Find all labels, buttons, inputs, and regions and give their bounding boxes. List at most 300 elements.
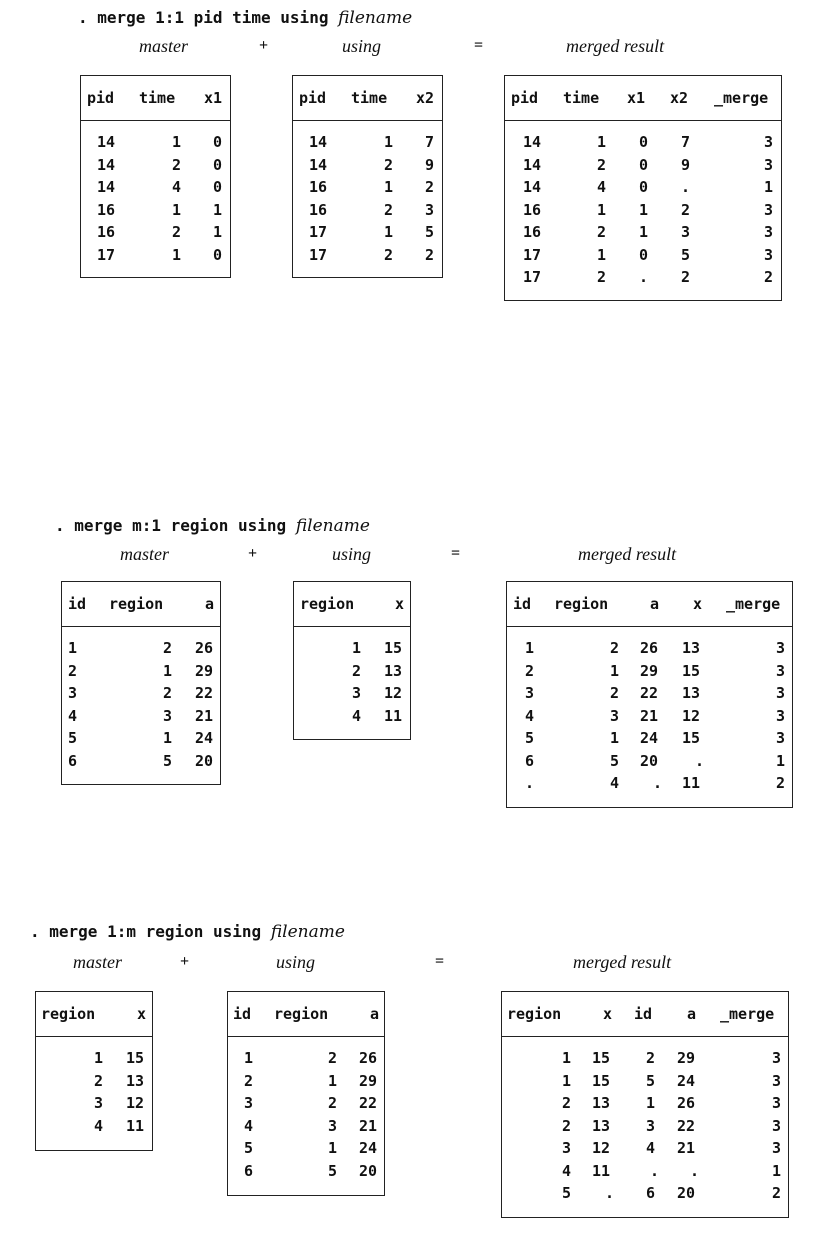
table-cell: 2 <box>352 661 362 680</box>
command-text: . merge 1:m region using <box>30 922 271 941</box>
table-cell: 4 <box>244 1116 254 1135</box>
column-header: _merge <box>720 1005 775 1023</box>
table-cell: 0 <box>213 133 223 151</box>
table-cell: 0 <box>639 178 649 196</box>
table-row <box>505 266 781 289</box>
table-cell: 26 <box>677 1094 696 1112</box>
table-cell: 15 <box>384 639 403 657</box>
table-row <box>228 1115 384 1138</box>
table-cell: 3 <box>772 1071 782 1090</box>
table-cell: 11 <box>384 706 403 725</box>
table-cell: 5 <box>425 223 435 241</box>
table-cell: 20 <box>640 751 659 770</box>
table-row <box>505 199 781 222</box>
table-cell: 3 <box>772 1049 782 1067</box>
table-cell: 3 <box>772 1094 782 1112</box>
column-header: id <box>634 1005 653 1023</box>
table-cell: . <box>695 751 705 770</box>
table-cell: 17 <box>97 245 116 264</box>
table-row <box>502 1137 788 1160</box>
table-cell: 14 <box>97 133 116 151</box>
table-cell: 1 <box>163 661 173 680</box>
table-cell: . <box>639 268 649 286</box>
plus-sign: + <box>248 545 258 562</box>
table-cell: 6 <box>525 751 535 770</box>
merged-result-label: merged result <box>578 544 677 564</box>
table-row <box>502 1092 788 1115</box>
table-cell: 15 <box>682 661 701 680</box>
table-cell: 1 <box>610 729 620 747</box>
table-cell: 1 <box>172 200 182 219</box>
table-cell: 1 <box>328 1071 338 1090</box>
merge-command-1 <box>78 8 412 28</box>
column-header: pid <box>87 89 115 107</box>
table-cell: 13 <box>126 1071 145 1090</box>
equals-sign: = <box>451 545 461 562</box>
table-cell: . <box>653 774 663 792</box>
table-cell: 14 <box>523 155 542 174</box>
column-header: id <box>68 595 87 613</box>
table-row <box>507 637 792 660</box>
table-cell: 24 <box>359 1139 378 1157</box>
table-cell: 5 <box>68 729 78 747</box>
using-label: using <box>332 544 372 564</box>
table-row <box>294 705 410 728</box>
using-table <box>292 75 443 278</box>
table-cell: 2 <box>597 268 607 286</box>
table-cell: 15 <box>592 1071 611 1090</box>
table-cell: 4 <box>172 178 182 196</box>
table-cell: 11 <box>682 774 701 792</box>
table-cell: 15 <box>592 1049 611 1067</box>
table-row <box>507 660 792 683</box>
table-cell: 5 <box>681 245 691 264</box>
table-cell: 3 <box>772 1116 782 1135</box>
table-cell: 24 <box>195 729 214 747</box>
table-cell: . <box>650 1161 660 1180</box>
table-cell: 1 <box>776 751 786 770</box>
table-row <box>294 637 410 660</box>
table-row <box>36 1115 152 1138</box>
master-label: master <box>73 952 122 972</box>
table-cell: 13 <box>682 639 701 657</box>
table-row <box>62 750 220 773</box>
table-row <box>228 1160 384 1183</box>
column-header: a <box>205 595 215 613</box>
table-cell: 22 <box>677 1116 696 1135</box>
column-header: x1 <box>627 89 646 107</box>
column-header: x2 <box>670 89 689 107</box>
table-cell: 13 <box>384 661 403 680</box>
table-cell: 1 <box>163 729 173 747</box>
table-cell: 13 <box>592 1116 611 1135</box>
table-cell: 2 <box>425 178 435 196</box>
table-cell: 0 <box>213 178 223 196</box>
table-cell: 3 <box>764 133 774 151</box>
column-header: x <box>693 595 703 613</box>
table-cell: 17 <box>523 245 542 264</box>
master-table <box>61 581 221 785</box>
table-row <box>507 772 792 795</box>
table-cell: 3 <box>776 706 786 725</box>
column-header: x1 <box>204 89 223 107</box>
table-cell: 21 <box>195 706 214 725</box>
table-cell: 29 <box>677 1049 696 1067</box>
column-header: id <box>233 1005 252 1023</box>
table-cell: 22 <box>359 1094 378 1112</box>
table-cell: 1 <box>244 1049 254 1067</box>
command-filename: filename <box>338 8 413 28</box>
table-cell: 3 <box>764 155 774 174</box>
table-row <box>293 199 442 222</box>
table-cell: 5 <box>610 751 620 770</box>
command-text: . merge 1:1 pid time using <box>78 8 339 27</box>
table-cell: 1 <box>639 200 649 219</box>
column-header: region <box>507 1005 562 1023</box>
master-label: master <box>120 544 169 564</box>
table-cell: 3 <box>776 729 786 747</box>
column-header: region <box>41 1005 96 1023</box>
table-cell: 9 <box>681 155 691 174</box>
table-row <box>228 1047 384 1070</box>
table-cell: 1 <box>384 133 394 151</box>
table-cell: 2 <box>328 1049 338 1067</box>
table-cell: 1 <box>597 245 607 264</box>
equals-sign: = <box>474 37 484 54</box>
table-cell: 17 <box>523 268 542 286</box>
table-row <box>502 1182 788 1205</box>
table-cell: 24 <box>677 1071 696 1090</box>
table-cell: 13 <box>592 1094 611 1112</box>
column-header: pid <box>299 89 327 107</box>
table-cell: 2 <box>425 245 435 264</box>
table-cell: 2 <box>68 661 78 680</box>
table-row <box>228 1092 384 1115</box>
table-row <box>502 1115 788 1138</box>
table-cell: 1 <box>562 1071 572 1090</box>
master-table <box>80 75 231 278</box>
table-cell: 2 <box>681 268 691 286</box>
table-cell: 1 <box>639 223 649 241</box>
table-cell: 17 <box>309 245 328 264</box>
table-row <box>293 221 442 244</box>
table-row <box>36 1047 152 1070</box>
table-cell: 20 <box>677 1184 696 1202</box>
table-cell: 3 <box>425 200 435 219</box>
table-cell: 2 <box>384 245 394 264</box>
table-cell: 2 <box>163 639 173 657</box>
column-header: time <box>563 89 600 107</box>
table-cell: 22 <box>640 684 659 702</box>
master-label: master <box>139 36 188 56</box>
table-cell: 3 <box>776 639 786 657</box>
table-cell: 14 <box>523 133 542 151</box>
table-cell: 12 <box>592 1139 611 1157</box>
table-cell: 2 <box>525 661 535 680</box>
merged-result-table <box>501 991 789 1218</box>
table-cell: 3 <box>94 1094 104 1112</box>
merge-command-2 <box>55 516 370 536</box>
table-cell: 2 <box>681 200 691 219</box>
table-cell: 11 <box>126 1116 145 1135</box>
table-cell: 1 <box>562 1049 572 1067</box>
table-row <box>502 1047 788 1070</box>
column-header: region <box>554 595 609 613</box>
table-cell: 4 <box>610 774 620 792</box>
table-cell: 1 <box>172 133 182 151</box>
table-cell: . <box>525 774 535 792</box>
table-cell: 26 <box>640 639 659 657</box>
table-cell: 29 <box>195 661 214 680</box>
table-cell: 2 <box>384 200 394 219</box>
table-cell: 4 <box>525 706 535 725</box>
merge-command-3 <box>30 922 345 942</box>
table-cell: 4 <box>68 706 78 725</box>
table-cell: 4 <box>597 178 607 196</box>
column-header: id <box>513 595 532 613</box>
plus-sign: + <box>180 953 190 970</box>
table-cell: 14 <box>309 133 328 151</box>
table-cell: 21 <box>677 1139 696 1157</box>
table-cell: 3 <box>764 200 774 219</box>
table-cell: 2 <box>94 1071 104 1090</box>
table-cell: 1 <box>525 639 535 657</box>
merged-result-label: merged result <box>566 36 665 56</box>
command-filename: filename <box>270 922 345 942</box>
table-cell: 6 <box>646 1184 656 1202</box>
column-header: x2 <box>416 89 435 107</box>
column-header: region <box>109 595 164 613</box>
table-cell: 3 <box>772 1139 782 1157</box>
plus-sign: + <box>259 37 269 54</box>
table-cell: 1 <box>772 1161 782 1180</box>
table-cell: 2 <box>776 774 786 792</box>
table-cell: 2 <box>172 223 182 241</box>
table-cell: 2 <box>384 155 394 174</box>
table-cell: 4 <box>94 1116 104 1135</box>
table-row <box>294 682 410 705</box>
table-cell: 2 <box>244 1071 254 1090</box>
merged-result-label: merged result <box>573 952 672 972</box>
table-cell: 20 <box>195 751 214 770</box>
table-cell: 14 <box>309 155 328 174</box>
column-header: _merge <box>726 595 781 613</box>
table-cell: 16 <box>523 223 542 241</box>
column-header: time <box>139 89 176 107</box>
table-cell: 0 <box>213 245 223 264</box>
column-header: x <box>395 595 405 613</box>
table-cell: 29 <box>359 1071 378 1090</box>
table-cell: 3 <box>352 684 362 702</box>
table-cell: 1 <box>384 178 394 196</box>
column-header: a <box>650 595 660 613</box>
using-table <box>227 991 385 1196</box>
table-cell: 12 <box>682 706 701 725</box>
table-row <box>81 131 230 154</box>
using-label: using <box>276 952 316 972</box>
table-cell: 16 <box>309 200 328 219</box>
table-cell: 5 <box>525 729 535 747</box>
table-cell: 4 <box>562 1161 572 1180</box>
table-cell: 1 <box>597 200 607 219</box>
table-cell: 14 <box>523 178 542 196</box>
column-header: pid <box>511 89 539 107</box>
table-row <box>62 705 220 728</box>
table-row <box>293 131 442 154</box>
table-cell: 3 <box>562 1139 572 1157</box>
table-cell: 3 <box>681 223 691 241</box>
column-header: a <box>370 1005 380 1023</box>
command-text: . merge m:1 region using <box>55 516 296 535</box>
table-cell: 24 <box>640 729 659 747</box>
table-cell: 3 <box>525 684 535 702</box>
table-cell: 12 <box>126 1094 145 1112</box>
table-cell: 21 <box>640 706 659 725</box>
table-cell: 7 <box>681 133 691 151</box>
table-cell: 1 <box>764 178 774 196</box>
table-cell: 6 <box>68 751 78 770</box>
table-cell: 16 <box>97 223 116 241</box>
table-row <box>62 660 220 683</box>
table-cell: 17 <box>309 223 328 241</box>
table-cell: 16 <box>309 178 328 196</box>
table-row <box>505 154 781 177</box>
table-row <box>228 1070 384 1093</box>
table-cell: 5 <box>244 1139 254 1157</box>
table-cell: 11 <box>592 1161 611 1180</box>
table-cell: 1 <box>384 223 394 241</box>
table-cell: 2 <box>610 639 620 657</box>
table-cell: 26 <box>195 639 214 657</box>
using-label: using <box>342 36 382 56</box>
table-row <box>505 131 781 154</box>
table-row <box>36 1092 152 1115</box>
table-row <box>81 244 230 267</box>
table-cell: 6 <box>244 1161 254 1180</box>
column-header: a <box>687 1005 697 1023</box>
table-cell: 3 <box>764 245 774 264</box>
column-header: region <box>300 595 355 613</box>
table-cell: 2 <box>610 684 620 702</box>
table-cell: 2 <box>772 1184 782 1202</box>
table-cell: . <box>681 178 691 196</box>
table-row <box>228 1137 384 1160</box>
using-table <box>293 581 411 740</box>
table-row <box>62 637 220 660</box>
table-row <box>293 154 442 177</box>
table-row <box>507 727 792 750</box>
table-cell: 5 <box>646 1071 656 1090</box>
column-header: x <box>137 1005 147 1023</box>
table-row <box>507 705 792 728</box>
table-cell: . <box>605 1184 615 1202</box>
table-row <box>81 199 230 222</box>
table-row <box>36 1070 152 1093</box>
table-cell: 16 <box>523 200 542 219</box>
table-cell: 3 <box>776 684 786 702</box>
table-row <box>505 244 781 267</box>
table-cell: 0 <box>639 245 649 264</box>
table-cell: 1 <box>610 661 620 680</box>
command-filename: filename <box>295 516 370 536</box>
table-row <box>81 221 230 244</box>
table-cell: 14 <box>97 178 116 196</box>
table-row <box>81 154 230 177</box>
table-cell: 1 <box>68 639 78 657</box>
table-cell: 3 <box>163 706 173 725</box>
table-cell: 3 <box>646 1116 656 1135</box>
table-row <box>62 682 220 705</box>
table-cell: 1 <box>352 639 362 657</box>
master-table <box>35 991 153 1151</box>
table-cell: 21 <box>359 1116 378 1135</box>
merged-result-table <box>506 581 793 808</box>
table-cell: 3 <box>764 223 774 241</box>
table-cell: 7 <box>425 133 435 151</box>
equals-sign: = <box>435 953 445 970</box>
table-cell: 2 <box>163 684 173 702</box>
table-row <box>293 176 442 199</box>
table-cell: 29 <box>640 661 659 680</box>
table-cell: 1 <box>597 133 607 151</box>
table-row <box>293 244 442 267</box>
table-cell: 0 <box>639 155 649 174</box>
table-cell: 2 <box>562 1116 572 1135</box>
table-row <box>294 660 410 683</box>
table-cell: 9 <box>425 155 435 174</box>
table-cell: 2 <box>764 268 774 286</box>
table-cell: 20 <box>359 1161 378 1180</box>
table-cell: 13 <box>682 684 701 702</box>
table-cell: 0 <box>639 133 649 151</box>
table-cell: 3 <box>610 706 620 725</box>
table-row <box>505 221 781 244</box>
column-header: time <box>351 89 388 107</box>
table-cell: 5 <box>328 1161 338 1180</box>
table-cell: . <box>690 1161 700 1180</box>
table-cell: 1 <box>94 1049 104 1067</box>
column-header: x <box>603 1005 613 1023</box>
table-cell: 1 <box>172 245 182 264</box>
table-row <box>81 176 230 199</box>
table-cell: 26 <box>359 1049 378 1067</box>
table-cell: 0 <box>213 155 223 174</box>
table-cell: 4 <box>352 706 362 725</box>
table-cell: 3 <box>328 1116 338 1135</box>
table-cell: 1 <box>213 223 223 241</box>
table-cell: 15 <box>682 729 701 747</box>
table-row <box>507 750 792 773</box>
table-cell: 3 <box>244 1094 254 1112</box>
table-cell: 1 <box>328 1139 338 1157</box>
column-header: _merge <box>714 89 769 107</box>
table-cell: 2 <box>646 1049 656 1067</box>
table-row <box>505 176 781 199</box>
table-cell: 2 <box>172 155 182 174</box>
table-cell: 2 <box>562 1094 572 1112</box>
table-cell: 5 <box>562 1184 572 1202</box>
table-cell: 1 <box>213 200 223 219</box>
table-cell: 2 <box>597 155 607 174</box>
merged-result-table <box>504 75 782 301</box>
table-cell: 1 <box>646 1094 656 1112</box>
table-cell: 2 <box>597 223 607 241</box>
table-row <box>507 682 792 705</box>
table-cell: 5 <box>163 751 173 770</box>
table-cell: 3 <box>68 684 78 702</box>
table-cell: 14 <box>97 155 116 174</box>
table-cell: 12 <box>384 684 403 702</box>
